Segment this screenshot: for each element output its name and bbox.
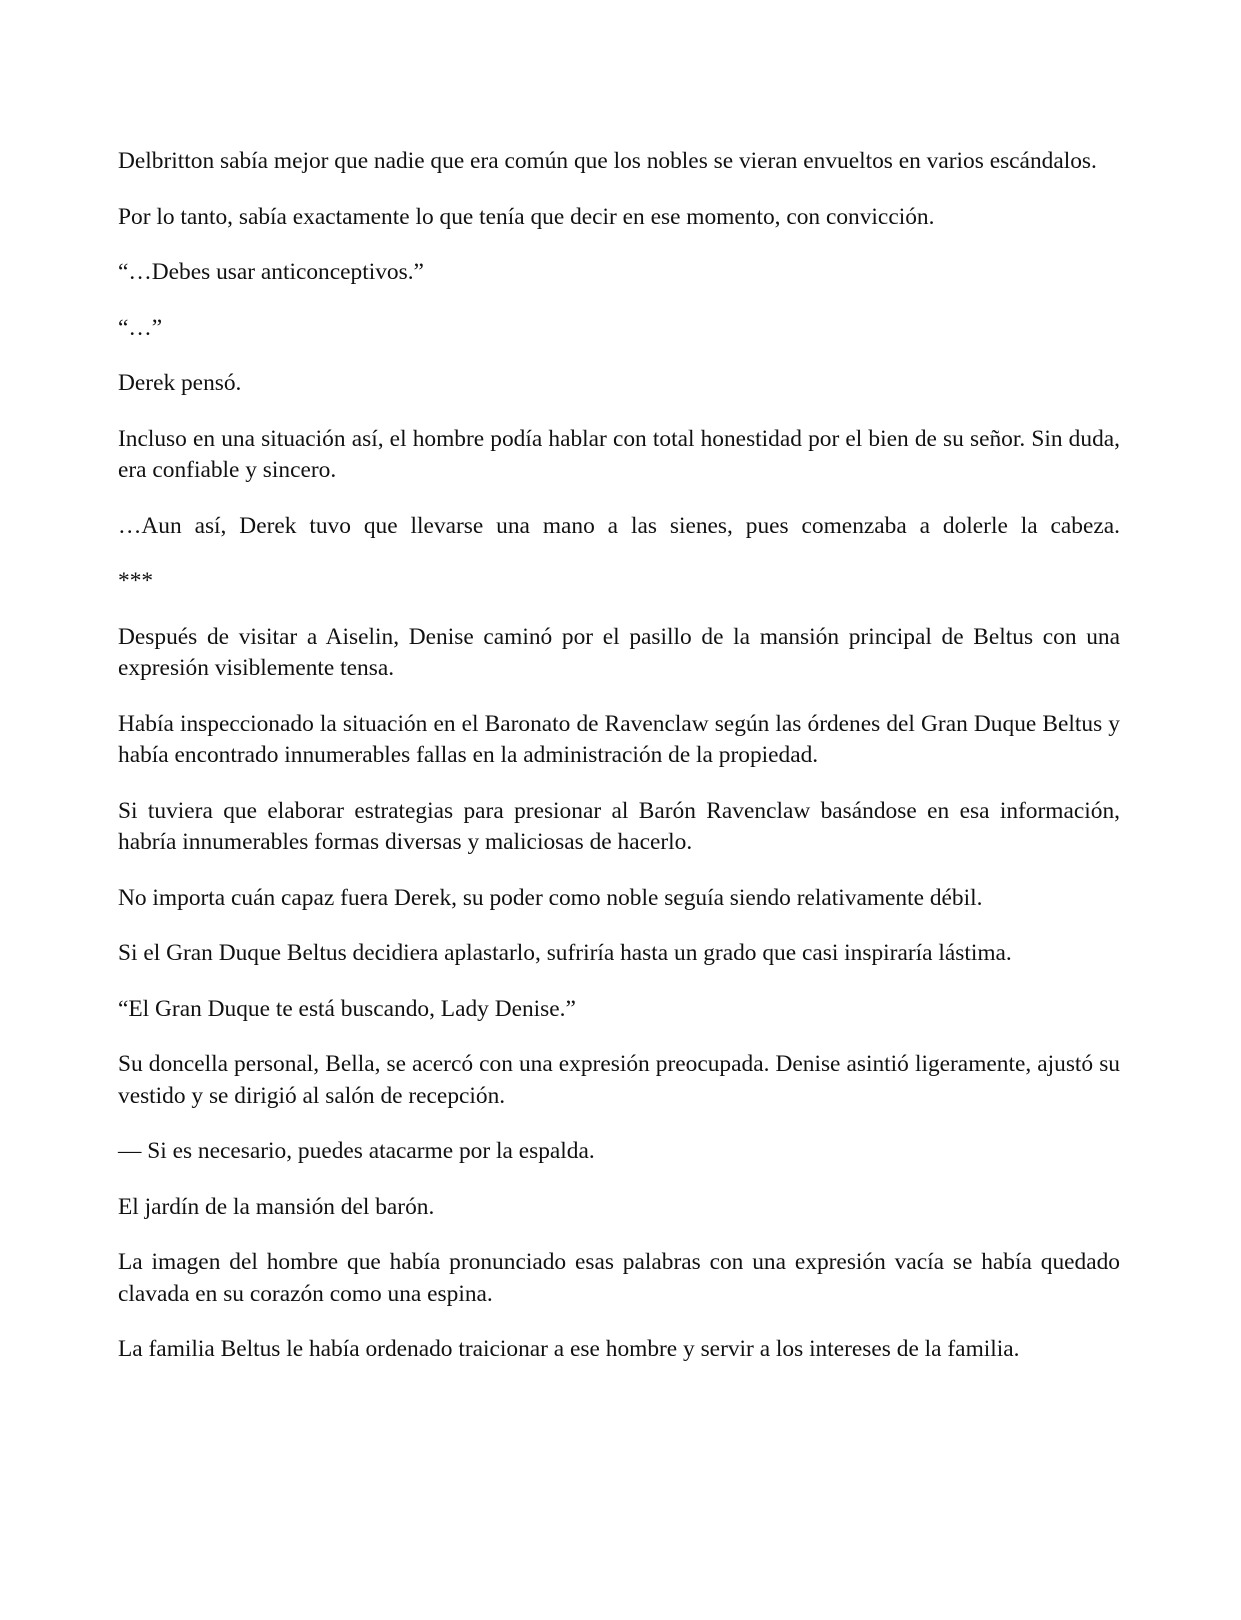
- paragraph: Si tuviera que elaborar estrategias para presionar al Barón Ravenclaw basándose en esa información, habría innumerables formas diversas y maliciosas de hacerlo.: [118, 797, 1120, 855]
- paragraph: “El Gran Duque te está buscando, Lady Denise.”: [118, 995, 576, 1022]
- paragraph: “…Debes usar anticonceptivos.”: [118, 259, 424, 285]
- paragraph: Derek pensó.: [118, 370, 242, 396]
- paragraph: …Aun así, Derek tuvo que llevarse una mano a las sienes, pues comenzaba a dolerle la cabeza.: [118, 512, 1120, 539]
- paragraph: Delbritton sabía mejor que nadie que era común que los nobles se vieran envueltos en varios escándalos.: [118, 148, 1097, 174]
- paragraph: No importa cuán capaz fuera Derek, su poder como noble seguía siendo relativamente débil.: [118, 884, 983, 911]
- section-break: ***: [118, 568, 154, 594]
- paragraph: Incluso en una situación así, el hombre podía hablar con total honestidad por el bien de su señor. Sin duda, era confiable y sincero.: [118, 425, 1120, 483]
- paragraph: “…”: [118, 314, 163, 341]
- paragraph: Había inspeccionado la situación en el Baronato de Ravenclaw según las órdenes del Gran Duque Beltus y había encontrado innumerables fallas en la administración de la propiedad.: [118, 710, 1120, 768]
- document-page: [118, 146, 1120, 1390]
- paragraph: Después de visitar a Aiselin, Denise caminó por el pasillo de la mansión principal de Beltus con una expresión visiblemente tensa.: [118, 623, 1120, 681]
- paragraph: — Si es necesario, puedes atacarme por la espalda.: [118, 1138, 595, 1164]
- paragraph: Si el Gran Duque Beltus decidiera aplastarlo, sufriría hasta un grado que casi inspiraría lástima.: [118, 940, 1012, 966]
- paragraph: La imagen del hombre que había pronunciado esas palabras con una expresión vacía se había quedado clavada en su corazón como una espina.: [118, 1249, 1120, 1307]
- paragraph: Su doncella personal, Bella, se acercó con una expresión preocupada. Denise asintió ligeramente, ajustó su vestido y se dirigió al salón de recepción.: [118, 1051, 1120, 1109]
- paragraph: La familia Beltus le había ordenado traicionar a ese hombre y servir a los intereses de la familia.: [118, 1336, 1020, 1362]
- paragraph: El jardín de la mansión del barón.: [118, 1193, 435, 1220]
- paragraph: Por lo tanto, sabía exactamente lo que tenía que decir en ese momento, con convicción.: [118, 203, 935, 230]
